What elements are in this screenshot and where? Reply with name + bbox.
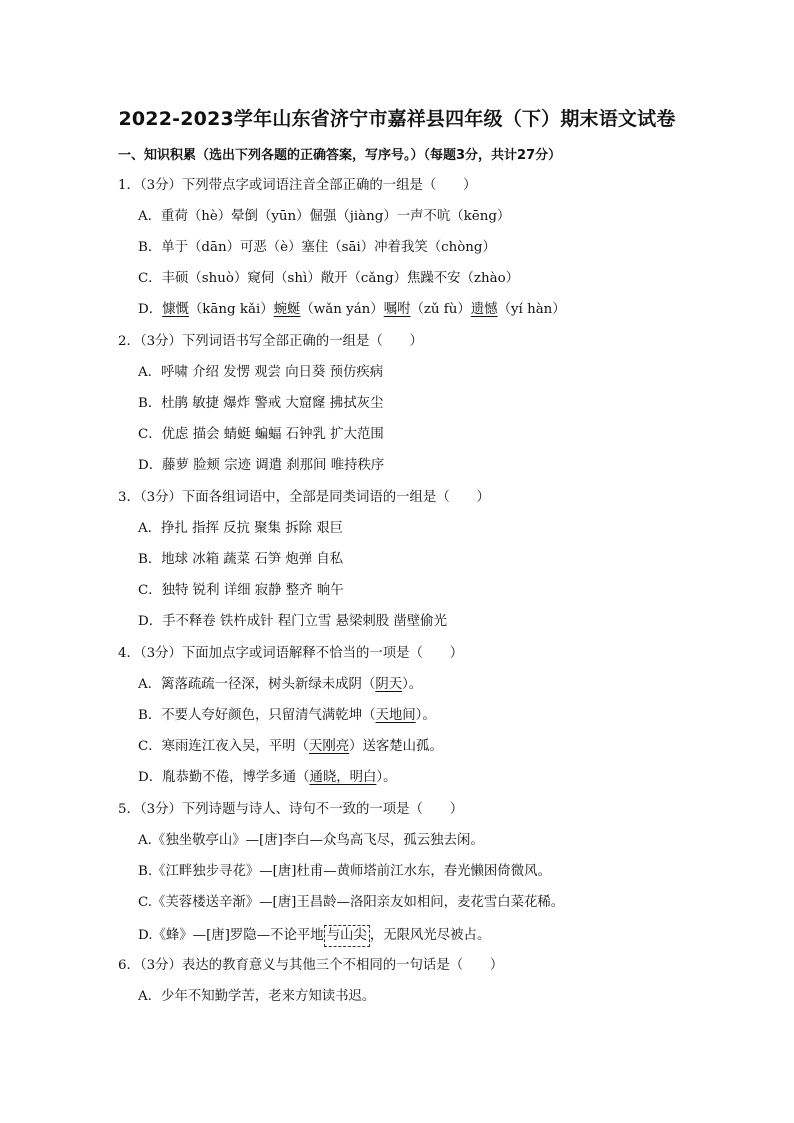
option-text: B．不要人夸好颜色，只留清气满乾坤（ bbox=[138, 708, 376, 723]
question-stem: 4．（3分）下面加点字或词语解释不恰当的一项是（ ） bbox=[118, 646, 464, 661]
option-d: D．手不释卷 铁杵成针 程门立雪 悬梁刺股 凿壁偷光 bbox=[138, 614, 447, 629]
option-b bbox=[138, 707, 436, 725]
dashed-box: 与山尖 bbox=[324, 925, 370, 947]
pinyin: （wǎn yán） bbox=[300, 302, 384, 317]
option-text: ）送客楚山孤。 bbox=[349, 739, 443, 754]
option-b: B．地球 冰箱 蔬菜 石笋 炮弹 自私 bbox=[138, 552, 344, 567]
option-c: C．丰硕（shuò）窥伺（shì）敞开（cǎng）焦躁不安（zhào） bbox=[138, 271, 520, 286]
option-d bbox=[138, 301, 566, 319]
option-c bbox=[138, 738, 443, 756]
option-a: A．少年不知勤学苦，老来方知读书迟。 bbox=[138, 989, 376, 1004]
underlined-word: 蜿蜒 bbox=[273, 302, 301, 317]
section-heading: 一、知识积累（选出下列各题的正确答案，写序号。）（每题3分，共计27分） bbox=[118, 148, 562, 163]
underlined-word: 嘱咐 bbox=[383, 302, 411, 317]
option-b: B.《江畔独步寻花》—[唐]杜甫—黄师塔前江水东，春光懒困倚微风。 bbox=[138, 864, 551, 879]
option-text: ）。 bbox=[376, 770, 397, 785]
option-a: A.《独坐敬亭山》—[唐]李白—众鸟高飞尽，孤云独去闲。 bbox=[138, 833, 484, 848]
underlined-word: 天刚亮 bbox=[308, 739, 350, 754]
underlined-word: 阴天 bbox=[375, 677, 403, 692]
page-title: 2022-2023学年山东省济宁市嘉祥县四年级（下）期末语文试卷 bbox=[118, 108, 676, 130]
underlined-word: 天地间 bbox=[375, 708, 416, 723]
option-c: C.《芙蓉楼送辛渐》—[唐]王昌龄—洛阳亲友如相问，麦花雪白菜花稀。 bbox=[138, 895, 565, 910]
option-b: B．杜鹃 敏捷 爆炸 警戒 大窟窿 拂拭灰尘 bbox=[138, 396, 384, 411]
option-c: C．独特 锐利 详细 寂静 整齐 晌午 bbox=[138, 583, 344, 598]
underlined-word: 遗憾 bbox=[470, 302, 498, 317]
question-stem: 6．（3分）表达的教育意义与其他三个不相同的一句话是（ ） bbox=[118, 958, 504, 973]
option-a: A．挣扎 指挥 反抗 聚集 拆除 艰巨 bbox=[138, 521, 344, 536]
option-text: ）。 bbox=[415, 708, 436, 723]
underlined-word: 慷慨 bbox=[162, 302, 189, 317]
option-text: C．寒雨连江夜入吴，平明（ bbox=[138, 739, 309, 754]
question-stem: 2．（3分）下列词语书写全部正确的一组是（ ） bbox=[118, 334, 423, 349]
underlined-word: 通晓，明白 bbox=[309, 770, 377, 785]
option-text: D．胤恭勤不倦，博学多通（ bbox=[138, 770, 310, 785]
pinyin: （kāng kǎi） bbox=[188, 302, 274, 317]
option-d bbox=[138, 925, 490, 947]
pinyin: （zǔ fù） bbox=[410, 302, 471, 317]
option-d: D．藤萝 脸颊 宗迹 调遣 刹那间 唯持秩序 bbox=[138, 458, 385, 473]
option-text: D.《蜂》—[唐]罗隐—不论平地 bbox=[138, 928, 324, 943]
pinyin: （yí hàn） bbox=[497, 302, 566, 317]
option-a: A．重荷（hè）晕倒（yūn）倔强（jiàng）一声不吭（kēng） bbox=[138, 209, 511, 224]
option-d bbox=[138, 769, 396, 787]
option-text: ，无限风光尽被占。 bbox=[369, 928, 491, 943]
option-a: A．呼啸 介绍 发愣 观尝 向日葵 预仿疾病 bbox=[138, 365, 384, 380]
question-stem: 3．（3分）下面各组词语中，全部是同类词语的一组是（ ） bbox=[118, 490, 490, 505]
option-b: B．单于（dān）可恶（è）塞住（sāi）冲着我笑（chòng） bbox=[138, 240, 496, 255]
question-stem: 1．（3分）下列带点字或词语注音全部正确的一组是（ ） bbox=[118, 178, 477, 193]
option-a bbox=[138, 676, 422, 694]
question-stem: 5．（3分）下列诗题与诗人、诗句不一致的一项是（ ） bbox=[118, 802, 464, 817]
option-text: A．篱落疏疏一径深，树头新绿未成阴（ bbox=[138, 677, 376, 692]
option-c: C．优虑 描会 蜻蜓 蝙蝠 石钟乳 扩大范围 bbox=[138, 427, 384, 442]
option-text: ）。 bbox=[402, 677, 423, 692]
option-prefix: D． bbox=[138, 302, 163, 317]
